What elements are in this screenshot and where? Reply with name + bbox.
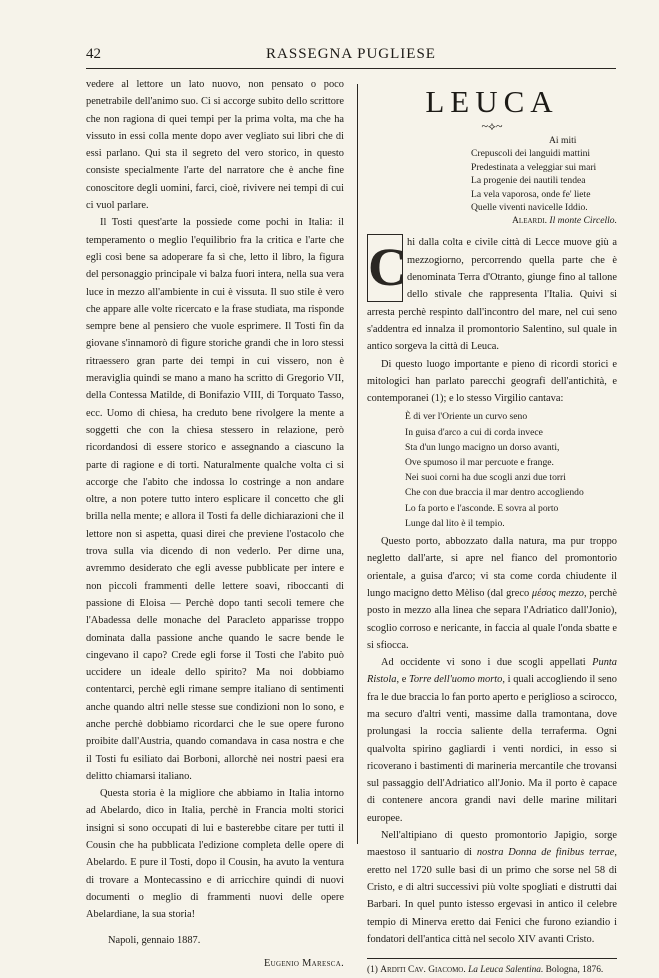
sanctuary-name: nostra Donna de finibus terrae [476,847,615,859]
paragraph-text: Questo porto, abbozzato dalla natura, ma pur troppo negletto dall'arte, si apre nel fianco del promontorio orientale, a guisa d'arco; vi sta come corda chiudente il lungo macigno detto Mèliso (dal greco [367,536,617,599]
epigraph-author: Aleardi. [512,215,547,227]
epigraph-line: La progenie dei nautili tendea [471,175,586,187]
quote-line: Lo fa porto e l'asconde. E sovra al porto [405,502,559,514]
right-column [367,76,617,978]
quote-line: Ove spumoso il mar percuote e frange. [405,457,554,469]
footnote-title: La Leuca Salentina. [468,965,544,976]
footnote-rule [367,958,617,959]
left-paragraph-3: Questa storia è la migliore che abbiamo in Italia intorno ad Abelardo, dico in Italia, perchè in Francia molti storici insigni si sono occupati di lui e basterebbe citare per tutti il Cousin che ha pubblicata l'edizione completa delle opere di Abelardo. E pure il Tosti, dopo il Cousin, ha avuto la ventura di trovare a Montecassino e di arricchire quindi di nuovi documenti o meglio di frammenti nuovi delle opere Abelardiane, la sua storia! [86,788,344,921]
paragraph-text: , i quali accogliendo il seno fra le due braccia lo fan porto aperto e periglioso a scirocco, ma securo d'altri venti, massime dalla tramontana, dove prolungasi la roccia saliente della terraferma. Ogni qualvolta spirino gagliardi i venti nordici, in esso si ricoverano i bastimenti di marineria mercantile che trovansi sul passaggio dell'Adriatico all'Jonio. Ma il porto è capace di contenere ancora grandi navi delle marine militari europee. [367,674,617,824]
leuca-paragraph-3 [367,533,617,654]
paragraph-text: hi dalla colta e civile città di Lecce muove giù a mezzogiorno, percorrendo quella parte che è denominata Terra d'Otranto, giunge fino al tallone dello stivale che rappresenta l'Italia. Quivi si arresta perchè respinto dall'incontro del mare, nel cui seno s'addentra ed innalza il promontorio Salentino, sul quale in antico sorgeva la città di Leuca. [367,237,617,353]
quote-line: Sta d'un lungo macigno un dorso avanti, [405,441,560,453]
paragraph-text: Nell'altipiano di questo promontorio Japigio, sorge maestoso il santuario di [367,830,617,859]
epigraph-line: Crepuscoli dei languidi mattini [471,148,591,160]
journal-title: RASSEGNA PUGLIESE [266,46,436,62]
paragraph-text: Ad occidente vi sono i due scogli appellati [381,657,593,669]
quote-line: Nei suoi corni ha due scogli anzi due torri [405,472,566,484]
epigraph-line: Ai miti [549,135,577,146]
paragraph-text: , eretto nel 1720 sulle basi di un primo che sorse nel 58 di Cristo, e di altri successivi più volte spogliati e distrutti dai Barbari. In quel punto istesso ergevasi in antico il celebre tempio di Minerva eretto dai Fenici che furono eziandio i fondatori dell'antica città nel secolo XIV avanti Cristo. [367,847,617,945]
paragraph-text: , e [396,674,409,686]
left-column [86,76,344,972]
epigraph-source [367,214,617,228]
quote-line: Che con due braccia il mar dentro accogliendo [405,487,584,499]
left-paragraph-2: Il Tosti quest'arte la possiede come pochi in Italia: il temperamento o meglio l'equilibrio fra la critica e l'arte che egli così bene sa adoperare fa sì che, letto il libro, la figura del personaggio principale vi balza fuori intera, nella sua vera luce in mezzo all'ambiente in cui è vissuta. Il suo stile è vero che appare alle volte ricercato e la frase studiata, ma risponde sempre bene al pensiero che vuole esprimere. Il Tosti fin da giovane s'innamorò di figure storiche grandi che in loro stessi ritraessero gran parte dei tempi in cui vissero, non è meraviglia quindi se mano a mano ha scritto di Gregorio VII, della Contessa Matilde, di Bonifazio VIII, di Torquato Tasso, ecc. Uomo di chiesa, ha creduto bene rivolgere la mente a soggetti che con la chiesa stessero in relazione, però ricordandosi di essere storico e assegnando a ciascuno la parte di ragione e di torti. Naturalmente qualche volta ci si accorge che l'abito che indossa lo costringe a non andare oltre, a non potere tutto intero esplicare il concetto che gli brilla nella mente; e allora il Tosti fa delle dichiarazioni che il lettore non si aspetta, quasi direi che previene l'ostacolo che trova sulla via dicendo di non vederlo. Per dirne una, avremmo desiderato che egli avesse pubblicate per intere e non piccoli frammenti delle lettere soavi, riboccanti di passione di Eloisa — Perchè dopo tanti secoli temere che l'Abadessa delle monache del Paracleto apparisse troppo dominata dalla passione anche quando le sacre bende le cingevano il capo? Crede egli forse il Tosti che l'abito può uccidere un ideale dello spirito? Ma noi dobbiamo contentarci, perchè egli rimane sempre italiano di sentimenti anche quando altri nelle stesse sue condizioni non lo sono, e anche perchè dobbiamo ricordarci che le sue opere furono proibite dall'Austria, quando comandava in casa nostra e che il Tosti fu esiliato dai Borboni, allorchè nei nostri paesi era delitto chiamarsi italiano. [86,217,344,782]
epigraph-line: Predestinata a veleggiar sui mari [471,161,597,173]
page-number: 42 [86,46,101,62]
leuca-paragraph-5 [367,827,617,948]
quote-line: È di ver l'Oriente un curvo seno [405,411,528,423]
author-signature: Eugenio Maresca. [263,957,344,969]
place-name: Punta Ristola [367,657,617,686]
leuca-paragraph-2: Di questo luogo importante e pieno di ricordi storici e mitologici han parlato parecchi geografi dell'antichità, e contemporanei (1); e lo stesso Virgilio cantava: [367,358,617,405]
title-ornament: ~⟡~ [481,119,503,133]
quote-line: Lunge dal lito è il tempio. [405,517,505,529]
article-title: LEUCA [425,84,559,119]
leuca-paragraph-4 [367,654,617,827]
drop-cap: C [367,234,403,302]
footnote [367,963,617,978]
header-rule [86,68,616,69]
article-date: Napoli, gennaio 1887. [108,934,201,946]
footnote-mark: (1) [367,965,378,976]
epigraph-line: Quelle viventi navicelle Iddio. [471,202,588,214]
footnote-place: Bologna, 1876. [545,965,604,976]
running-header [86,46,616,66]
virgil-quote [405,409,617,531]
paragraph-text: , perchè posto in mezzo alla linea che separa l'Adriatico dall'Jonio), scoglio corroso e nericante, in faccia al quale l'onda sbatte e si sfiocca. [367,587,617,651]
left-paragraph-1: vedere al lettore un lato nuovo, non pensato o poco penetrabile dell'animo suo. Ci si accorge subito dello scrittore che non ragiona di quei tempi per la prima volta, ma che ha vissuto in essi colla mente dopo aver vegliato sui libri che di essi parlano. Qui sta il segreto del vero storico, in questo consiste specialmente l'arte del narratore che è anche fine conoscitore degli uomini, farci, cioè, rivivere nei tempi di cui ci vuol parlare. [86,79,344,212]
footnote-author: Arditi Cav. Giacomo. [380,965,466,976]
leuca-paragraph-1 [367,234,617,355]
place-name: Torre dell'uomo morto [409,674,503,686]
epigraph-line: La vela vaporosa, onde fe' liete [471,188,591,200]
epigraph [471,134,617,214]
quote-line: In guisa d'arco a cui di corda invece [405,426,543,438]
epigraph-work: Il monte Circello. [549,215,617,227]
greek-term: μέσος mezzo [531,587,584,599]
column-divider [357,84,358,844]
